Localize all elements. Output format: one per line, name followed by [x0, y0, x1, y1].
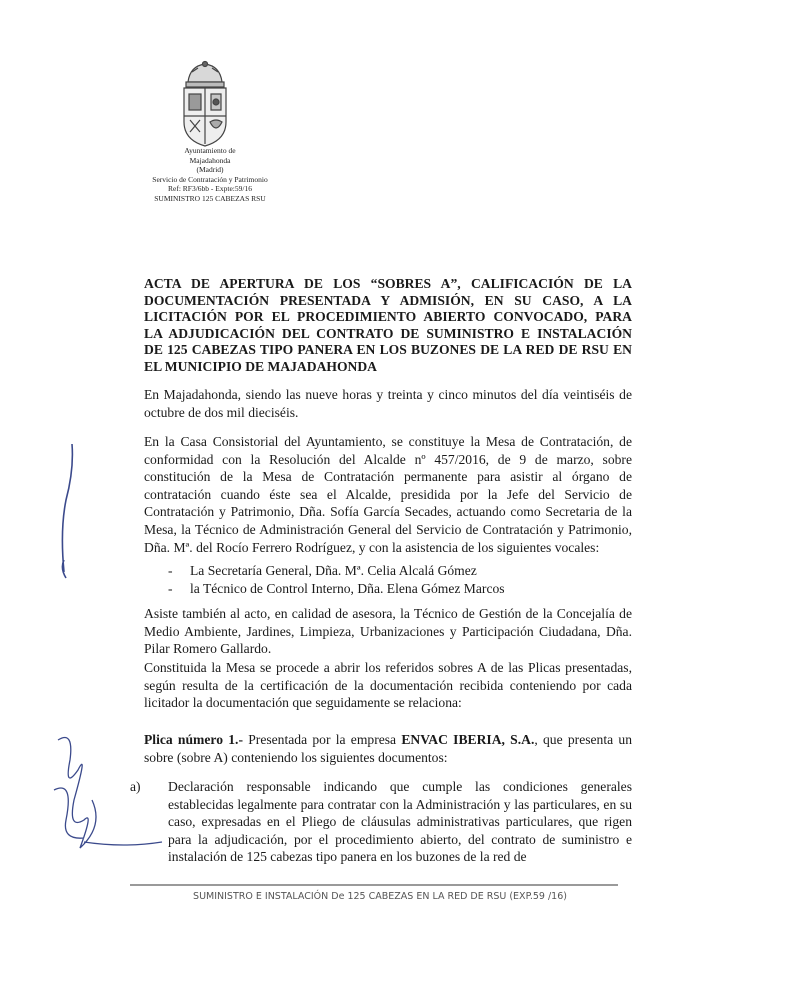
item-marker: a)	[130, 779, 141, 794]
plica-label: Plica número 1.-	[144, 732, 243, 747]
org-line: Majadahonda	[189, 155, 231, 165]
plica-paragraph	[144, 731, 632, 766]
paragraph-constitution: En la Casa Consistorial del Ayuntamiento, se constituye la Mesa de Contratación, de conformidad con la Resolución del Alcalde nº 457/2016, de 9 de marzo, sobre constitución de la Mesa de Contratación permanente para asistir al órgano de contratación cuando éste sea el Alcalde, presidida por la Jefe del Servicio de Contratación y Patrimonio, Dña. Sofía García Secades, actuando como Secretaria de la Mesa, la Técnico de Administración General del Servicio de Contratación y Patrimonio, Dña. Mª. del Rocío Ferrero Rodríguez, y con la asistencia de los siguientes vocales:	[144, 434, 632, 555]
title-line: LICITACIÓN POR EL PROCEDIMIENTO ABIERTO CONVOCADO, PARA	[144, 309, 632, 324]
bullet-marker: -	[168, 563, 173, 578]
org-line: Servicio de Contratación y Patrimonio	[152, 174, 268, 184]
plica-text: Presentada por la empresa	[242, 732, 402, 747]
paragraph-advisor: Asiste también al acto, en calidad de asesora, la Técnico de Gestión de la Concejalía de Medio Ambiente, Jardines, Limpieza, Urbanizaciones y Participación Ciudadana, Dña. Pilar Romero Gallardo.	[144, 606, 632, 657]
plica-company: ENVAC IBERIA, S.A.	[401, 732, 535, 747]
margin-signature	[44, 730, 164, 860]
paragraph-opening: Constituida la Mesa se procede a abrir los referidos sobres A de las Plicas presentadas, según resulta de la certificación de la documentación recibida conteniendo por cada licitador la documentación que seguidamente se relaciona:	[144, 660, 632, 711]
paragraph-date: En Majadahonda, siendo las nueve horas y treinta y cinco minutos del día veintiséis de octubre de dos mil dieciséis.	[144, 387, 632, 420]
organization-header	[110, 146, 310, 203]
margin-signature-stroke	[52, 440, 82, 580]
coat-of-arms-logo	[176, 60, 234, 148]
org-line: Ayuntamiento de	[184, 146, 236, 155]
vocales-list	[168, 562, 628, 598]
org-line: SUMINISTRO 125 CABEZAS RSU	[154, 193, 266, 203]
vocal-name: La Secretaría General, Dña. Mª. Celia Alcalá Gómez	[190, 563, 477, 578]
title-line: EL MUNICIPIO DE MAJADAHONDA	[144, 358, 377, 374]
item-text: Declaración responsable indicando que cumple las condiciones generales establecidas legalmente para contratar con la Administración y las particulares, en su caso, expresadas en el Pliego de cláusulas administrativas particulares, que rigen para la adjudicación, por el procedimiento abierto, del contrato de suministro e instalación de 125 cabezas tipo panera en los buzones de la red de	[168, 779, 632, 865]
title-line: DE 125 CABEZAS TIPO PANERA EN LOS BUZONES DE LA RED DE RSU EN	[144, 342, 632, 357]
org-line: (Madrid)	[196, 165, 224, 174]
org-line: Ref: RF3/6bb - Expte:59/16	[168, 184, 252, 193]
footer-divider	[130, 884, 618, 886]
bullet-marker: -	[168, 581, 173, 596]
page-footer: SUMINISTRO E INSTALACIÓN De 125 CABEZAS EN LA RED DE RSU (EXP.59 /16)	[193, 891, 567, 902]
document-title	[144, 276, 632, 375]
plica-text: , que presenta un sobre (sobre A) conteniendo los siguientes documentos:	[144, 732, 632, 765]
vocal-name: la Técnico de Control Interno, Dña. Elena Gómez Marcos	[190, 581, 505, 596]
list-item	[168, 580, 628, 598]
title-line: DOCUMENTACIÓN PRESENTADA Y ADMISIÓN, EN SU CASO, A LA	[144, 292, 632, 308]
title-line: LA ADJUDICACIÓN DEL CONTRATO DE SUMINISTRO E INSTALACIÓN	[144, 325, 632, 341]
list-item	[168, 562, 628, 580]
document-list-item	[130, 778, 632, 866]
title-line: ACTA DE APERTURA DE LOS “SOBRES A”, CALIFICACIÓN DE LA	[144, 276, 632, 291]
